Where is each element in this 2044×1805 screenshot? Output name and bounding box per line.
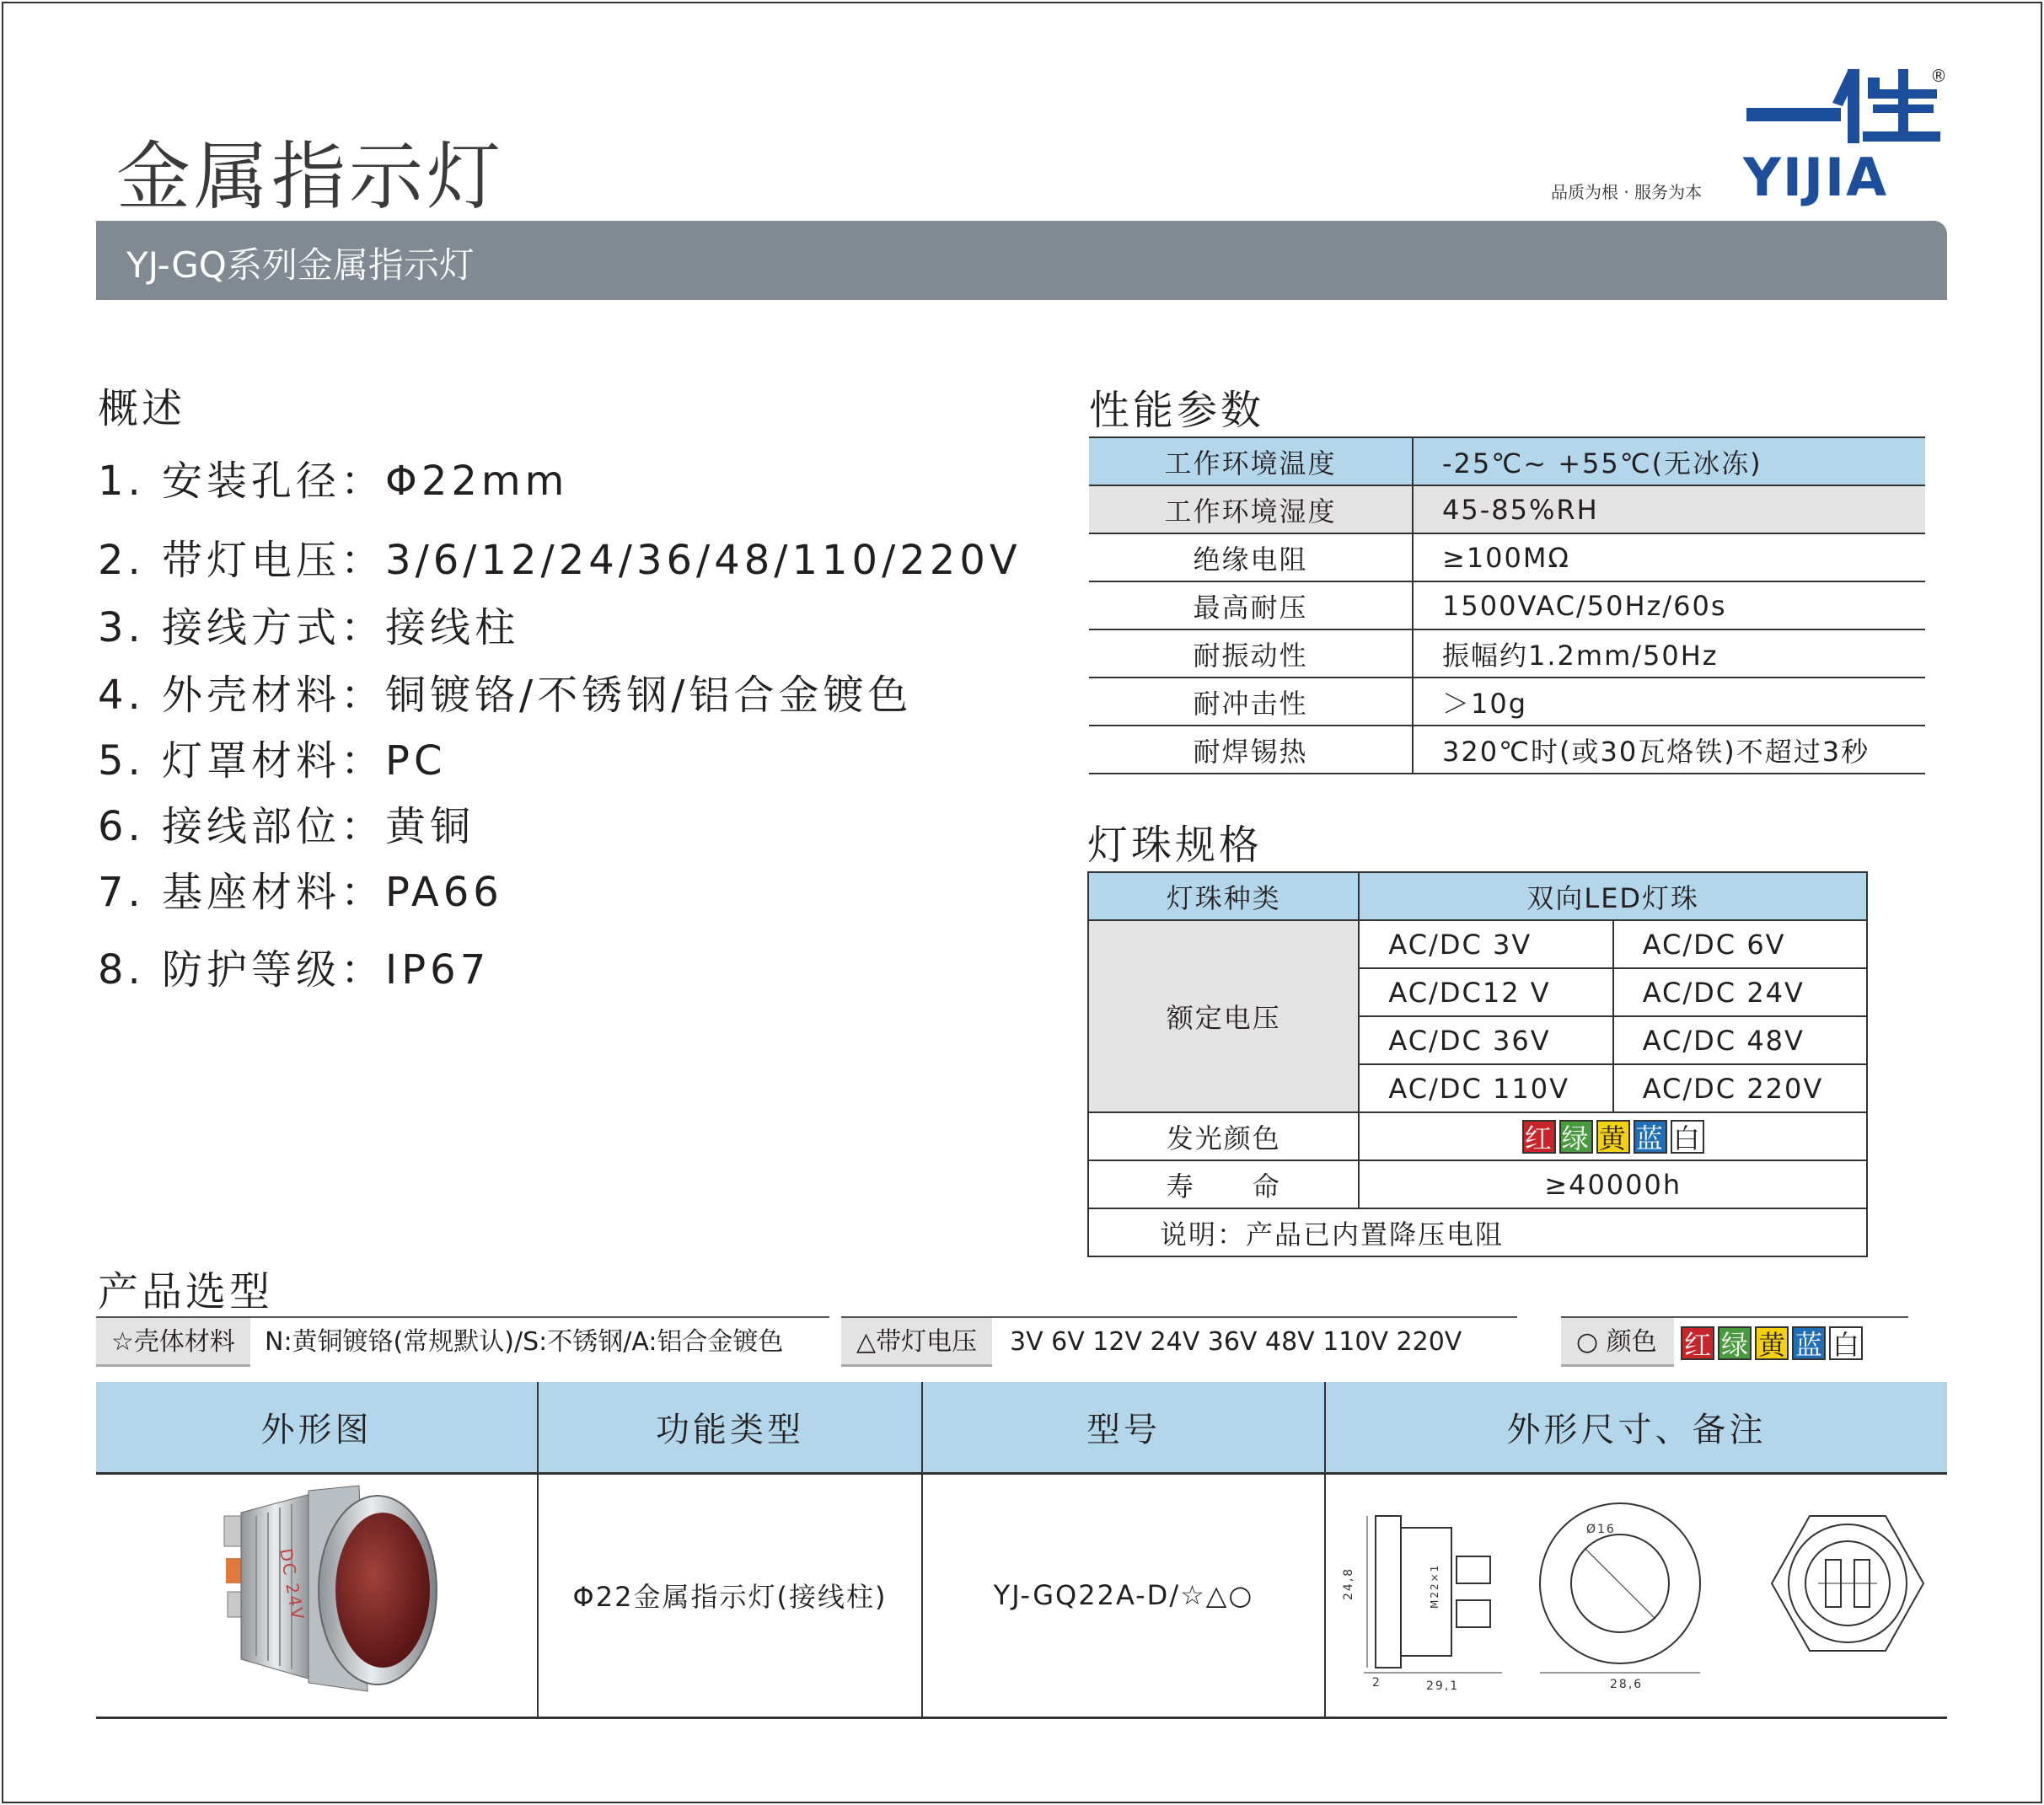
- voltage-cell: AC/DC 6V: [1613, 920, 1867, 968]
- performance-heading: 性能参数: [1089, 387, 1265, 434]
- column-header: 外形图: [96, 1382, 538, 1473]
- table-row: [1088, 1112, 1867, 1160]
- bead-type-value: 双向LED灯珠: [1359, 872, 1867, 920]
- dimension-drawing: [1333, 1491, 1940, 1693]
- overview-item: 8. 防护等级：IP67: [98, 946, 491, 994]
- perf-label: 绝缘电阻: [1089, 533, 1413, 581]
- voltage-cell: AC/DC12 V: [1359, 968, 1612, 1016]
- color-yellow: 黄: [1755, 1326, 1789, 1360]
- table-row: [1088, 872, 1867, 920]
- color-blue: 蓝: [1634, 1120, 1667, 1154]
- logo-text: YIJIA: [1743, 147, 1889, 208]
- perf-value: ＞10g: [1413, 678, 1925, 726]
- bead-type-label: 灯珠种类: [1088, 872, 1359, 920]
- color-yellow: 黄: [1596, 1120, 1630, 1154]
- overview-item: 6. 接线部位：黄铜: [98, 803, 475, 850]
- bead-heading: 灯珠规格: [1087, 822, 1263, 869]
- perf-label: 工作环境温度: [1089, 437, 1413, 485]
- dim-2: 2: [1371, 1676, 1381, 1690]
- table-row: [1089, 533, 1925, 581]
- table-row: [1089, 581, 1925, 629]
- voltage-cell: AC/DC 110V: [1359, 1064, 1612, 1112]
- voltage-cell: AC/DC 36V: [1359, 1016, 1612, 1064]
- perf-value: 45-85%RH: [1413, 485, 1925, 533]
- option-voltage-label: △带灯电压: [841, 1318, 992, 1367]
- table-row: [1089, 678, 1925, 726]
- bead-color-swatches: [1359, 1112, 1867, 1160]
- indicator-lamp-image: [190, 1482, 443, 1701]
- perf-value: 320℃时(或30瓦烙铁)不超过3秒: [1413, 726, 1925, 774]
- dim-d16: Ø16: [1585, 1523, 1616, 1536]
- overview-item: 1. 安装孔径：Φ22mm: [98, 458, 569, 505]
- option-material-label: ☆壳体材料: [96, 1318, 250, 1367]
- selection-heading: 产品选型: [98, 1268, 274, 1315]
- bead-table: [1087, 871, 1868, 1257]
- option-voltage: [841, 1316, 1517, 1368]
- perf-value: 1500VAC/50Hz/60s: [1413, 581, 1925, 629]
- perf-label: 耐焊锡热: [1089, 726, 1413, 774]
- perf-label: 耐振动性: [1089, 629, 1413, 678]
- dim-28-6: 28,6: [1609, 1678, 1643, 1691]
- dim-m22: M22×1: [1428, 1563, 1440, 1609]
- product-image-cell: [96, 1473, 538, 1717]
- performance-table: [1089, 437, 1925, 774]
- column-header: 功能类型: [538, 1382, 922, 1473]
- option-color-label: ○ 颜色: [1561, 1318, 1674, 1367]
- column-header: 型号: [922, 1382, 1325, 1473]
- overview-item: 7. 基座材料：PA66: [98, 869, 503, 916]
- model-number: YJ-GQ22A-D/☆△○: [922, 1473, 1325, 1717]
- bead-life-value: ≥40000h: [1359, 1160, 1867, 1208]
- color-red: 红: [1522, 1120, 1556, 1154]
- series-bar: [96, 221, 1947, 300]
- option-voltage-value: 3V 6V 12V 24V 36V 48V 110V 220V: [1010, 1327, 1462, 1357]
- page-title: 金属指示灯: [116, 133, 505, 220]
- table-row: [1089, 485, 1925, 533]
- series-title: YJ-GQ系列金属指示灯: [126, 244, 475, 286]
- overview-item: 2. 带灯电压：3/6/12/24/36/48/110/220V: [98, 537, 1022, 584]
- dim-29-1: 29,1: [1425, 1679, 1459, 1693]
- color-green: 绿: [1559, 1120, 1593, 1154]
- table-header-row: [96, 1382, 1947, 1473]
- perf-value: ≥100MΩ: [1413, 533, 1925, 581]
- perf-value: 振幅约1.2mm/50Hz: [1413, 629, 1925, 678]
- color-white: 白: [1671, 1120, 1704, 1154]
- bead-life-label: 寿 命: [1088, 1160, 1359, 1208]
- dimension-drawing-cell: [1325, 1473, 1947, 1717]
- voltage-cell: AC/DC 220V: [1613, 1064, 1867, 1112]
- color-green: 绿: [1718, 1326, 1752, 1360]
- table-row: [96, 1473, 1947, 1717]
- voltage-cell: AC/DC 24V: [1613, 968, 1867, 1016]
- perf-label: 最高耐压: [1089, 581, 1413, 629]
- table-row: [1089, 629, 1925, 678]
- color-blue: 蓝: [1792, 1326, 1826, 1360]
- column-header: 外形尺寸、备注: [1325, 1382, 1947, 1473]
- perf-label: 耐冲击性: [1089, 678, 1413, 726]
- overview-item: 3. 接线方式：接线柱: [98, 604, 520, 651]
- overview-item: 5. 灯罩材料：PC: [98, 737, 447, 785]
- table-row: [1088, 920, 1867, 968]
- voltage-cell: AC/DC 3V: [1359, 920, 1612, 968]
- table-row: [1089, 437, 1925, 485]
- selection-table: [96, 1382, 1947, 1719]
- table-row: [1089, 726, 1925, 774]
- slogan: 品质为根 · 服务为本: [1551, 182, 1703, 202]
- bead-voltage-label: 额定电压: [1088, 920, 1359, 1112]
- color-red: 红: [1681, 1326, 1714, 1360]
- table-row: [1088, 1160, 1867, 1208]
- perf-value: -25℃~ +55℃(无冰冻): [1413, 437, 1925, 485]
- bead-note: 说明：产品已内置降压电阻: [1088, 1208, 1867, 1256]
- overview-heading: 概述: [98, 385, 186, 432]
- option-color: [1561, 1316, 1908, 1368]
- overview-item: 4. 外壳材料：铜镀铬/不锈钢/铝合金镀色: [98, 672, 913, 719]
- registered-icon: ®: [1930, 66, 1947, 86]
- voltage-cell: AC/DC 48V: [1613, 1016, 1867, 1064]
- bead-color-label: 发光颜色: [1088, 1112, 1359, 1160]
- table-row: [1088, 1208, 1867, 1256]
- perf-label: 工作环境湿度: [1089, 485, 1413, 533]
- function-type: Φ22金属指示灯(接线柱): [538, 1473, 922, 1717]
- dim-24-8: 24,8: [1341, 1567, 1355, 1600]
- option-material: [96, 1316, 829, 1368]
- color-white: 白: [1829, 1326, 1863, 1360]
- option-color-swatches: [1679, 1318, 1864, 1367]
- option-material-value: N:黄铜镀铬(常规默认)/S:不锈钢/A:铝合金镀色: [265, 1327, 784, 1357]
- lamp-marking: DC 24V: [275, 1546, 308, 1623]
